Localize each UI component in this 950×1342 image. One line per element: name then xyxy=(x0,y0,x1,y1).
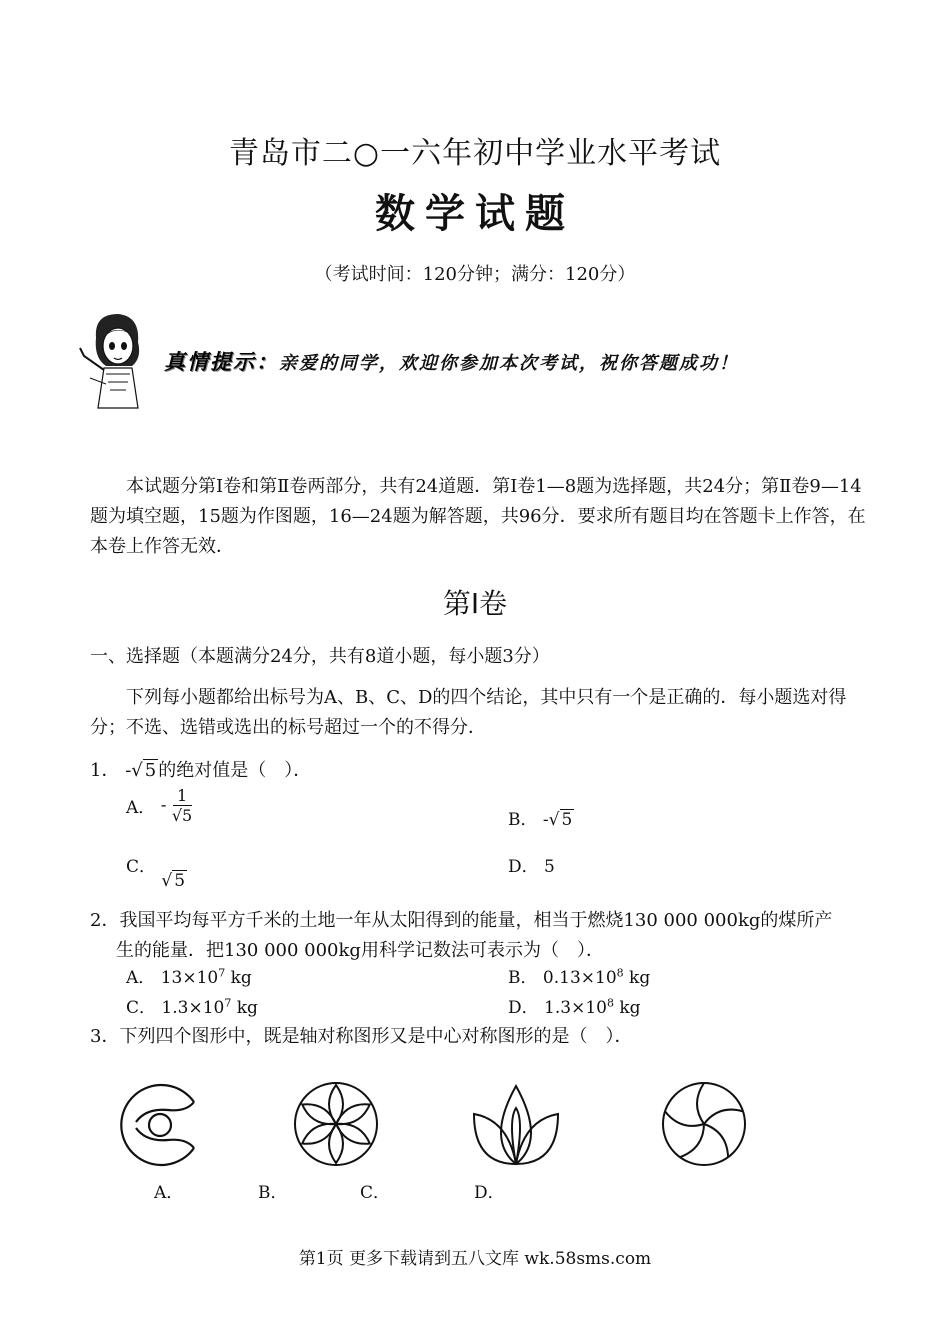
sqrt-symbol: √ 5 xyxy=(131,760,157,781)
intro-paragraph: 本试题分第Ⅰ卷和第Ⅱ卷两部分，共有24道题．第Ⅰ卷1—8题为选择题，共24分；第Ⅱ卷9—14题为填空题，15题为作图题，16—24题为解答题，共96分．要求所有题目均在答题卡上作答，在本卷上作答无效． xyxy=(90,476,866,557)
question-1-option-b: B． -√ 5 xyxy=(508,810,573,830)
tip-banner xyxy=(164,346,739,376)
section-instructions: 下列每小题都给出标号为A、B、C、D的四个结论，其中只有一个是正确的．每小题选对得分；不选、选错或选出的标号超过一个的不得分． xyxy=(90,687,847,738)
fraction: $\frac{1}{√5}$ xyxy=(171,786,193,825)
question-1-stem: 1． -√ 5 的绝对值是（ ）． xyxy=(90,760,312,781)
figure-label-a: A． xyxy=(154,1183,184,1203)
figure-label-b: B． xyxy=(258,1183,288,1203)
tip-message: 亲爱的同学，欢迎你参加本次考试，祝你答题成功！ xyxy=(279,353,739,374)
exam-info: （考试时间：120分钟；满分：120分） xyxy=(314,264,636,285)
question-1-option-a: A． - $\frac{1}{√5}$ xyxy=(126,786,193,825)
question-2-option-b: B． $0.13\times 10^8$ kg xyxy=(508,966,651,988)
figure-b-icon xyxy=(292,1080,380,1168)
figure-a-icon xyxy=(116,1082,206,1168)
question-2-option-d: D． $1.3\times 10^8$ kg xyxy=(508,996,641,1018)
subject-title: 数学试题 xyxy=(375,190,575,237)
section-title: 第Ⅰ卷 xyxy=(442,587,508,620)
question-2-option-a: A． $13\times 10^7$ kg xyxy=(126,966,252,988)
figure-c-icon xyxy=(468,1080,564,1168)
question-1-option-d: D． 5 xyxy=(508,857,555,877)
tip-label: 真情提示： xyxy=(164,349,279,374)
figure-d-icon xyxy=(660,1080,748,1168)
figure-label-d: D． xyxy=(474,1183,505,1203)
question-1-option-c: C． √ 5 xyxy=(126,857,186,891)
question-3-stem: 3．下列四个图形中，既是轴对称图形又是中心对称图形的是（ ）． xyxy=(90,1026,633,1047)
girl-illustration-icon xyxy=(76,308,160,412)
section-heading: 一、选择题（本题满分24分，共有8道小题，每小题3分） xyxy=(90,646,550,667)
figure-label-c: C． xyxy=(360,1183,391,1203)
question-2-option-c: C． $1.3\times 10^7$ kg xyxy=(126,996,258,1018)
exam-title: 青岛市二○一六年初中学业水平考试 xyxy=(228,136,722,171)
page-footer: 第1页 更多下载请到五八文库 wk.58sms.com xyxy=(298,1249,652,1269)
question-2-stem: 2．我国平均每平方千米的土地一年从太阳得到的能量，相当于燃烧130 000 000kg的煤所产 生的能量．把130 000 000kg用科学记数法可表示为（ ）． xyxy=(90,910,833,961)
